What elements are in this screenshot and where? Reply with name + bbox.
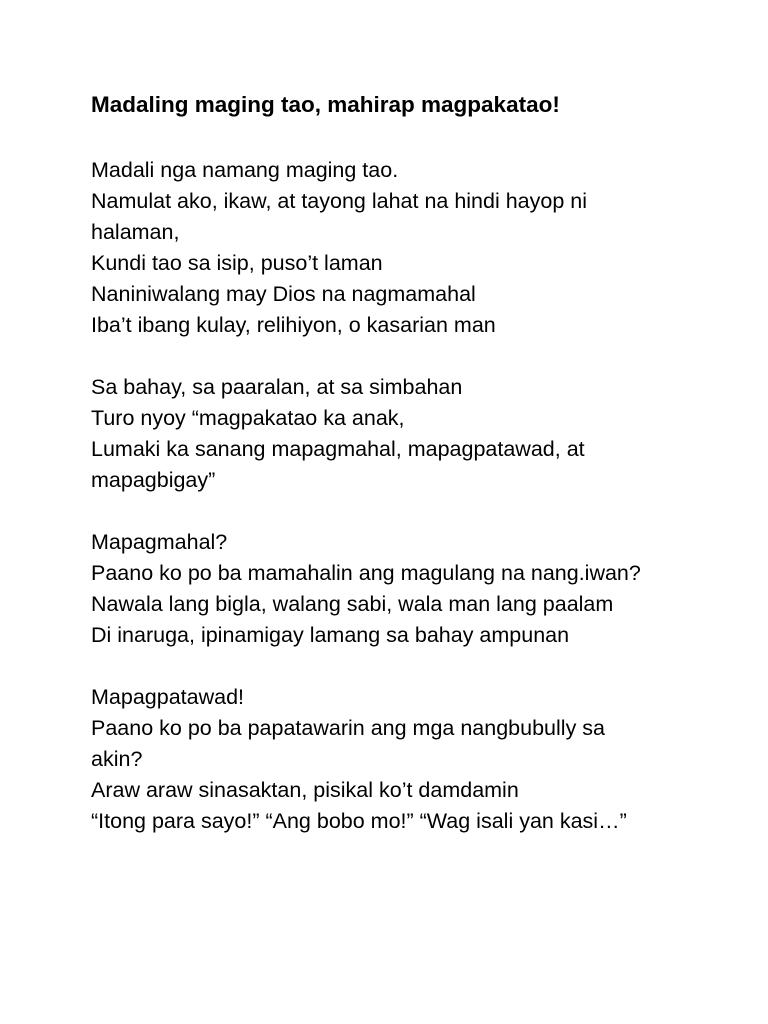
poem-line: Lumaki ka sanang mapagmahal, mapagpatawad, at [91,437,585,461]
stanza-1 [91,155,761,341]
document-page [91,90,761,868]
poem-line: Iba’t ibang kulay, relihiyon, o kasarian man [91,313,496,337]
poem-line: Di inaruga, ipinamigay lamang sa bahay ampunan [91,623,570,647]
poem-line: Namulat ako, ikaw, at tayong lahat na hindi hayop ni [91,189,588,213]
stanza-2 [91,372,761,496]
stanza-3 [91,527,761,651]
poem-line: Mapagpatawad! [91,685,244,709]
poem-line: Kundi tao sa isip, puso’t laman [91,251,383,275]
poem-line: “Itong para sayo!” “Ang bobo mo!” “Wag isali yan kasi…” [91,809,627,833]
poem-line: Turo nyoy “magpakatao ka anak, [91,406,405,430]
poem-line: Paano ko po ba mamahalin ang magulang na nang.iwan? [91,561,641,585]
poem-line: Paano ko po ba papatawarin ang mga nangbubully sa [91,716,605,740]
poem-line: Araw araw sinasaktan, pisikal ko’t damdamin [91,778,519,802]
poem-line: Sa bahay, sa paaralan, at sa simbahan [91,375,463,399]
poem-line: Naniniwalang may Dios na nagmamahal [91,282,476,306]
poem-line: Mapagmahal? [91,530,228,554]
stanza-4 [91,682,761,837]
poem-line: mapagbigay” [91,468,216,492]
poem-title: Madaling maging tao, mahirap magpakatao! [91,92,560,117]
poem-line: Nawala lang bigla, walang sabi, wala man lang paalam [91,592,614,616]
poem-line: Madali nga namang maging tao. [91,158,399,182]
poem-line: akin? [91,747,143,771]
poem-line: halaman, [91,220,180,244]
